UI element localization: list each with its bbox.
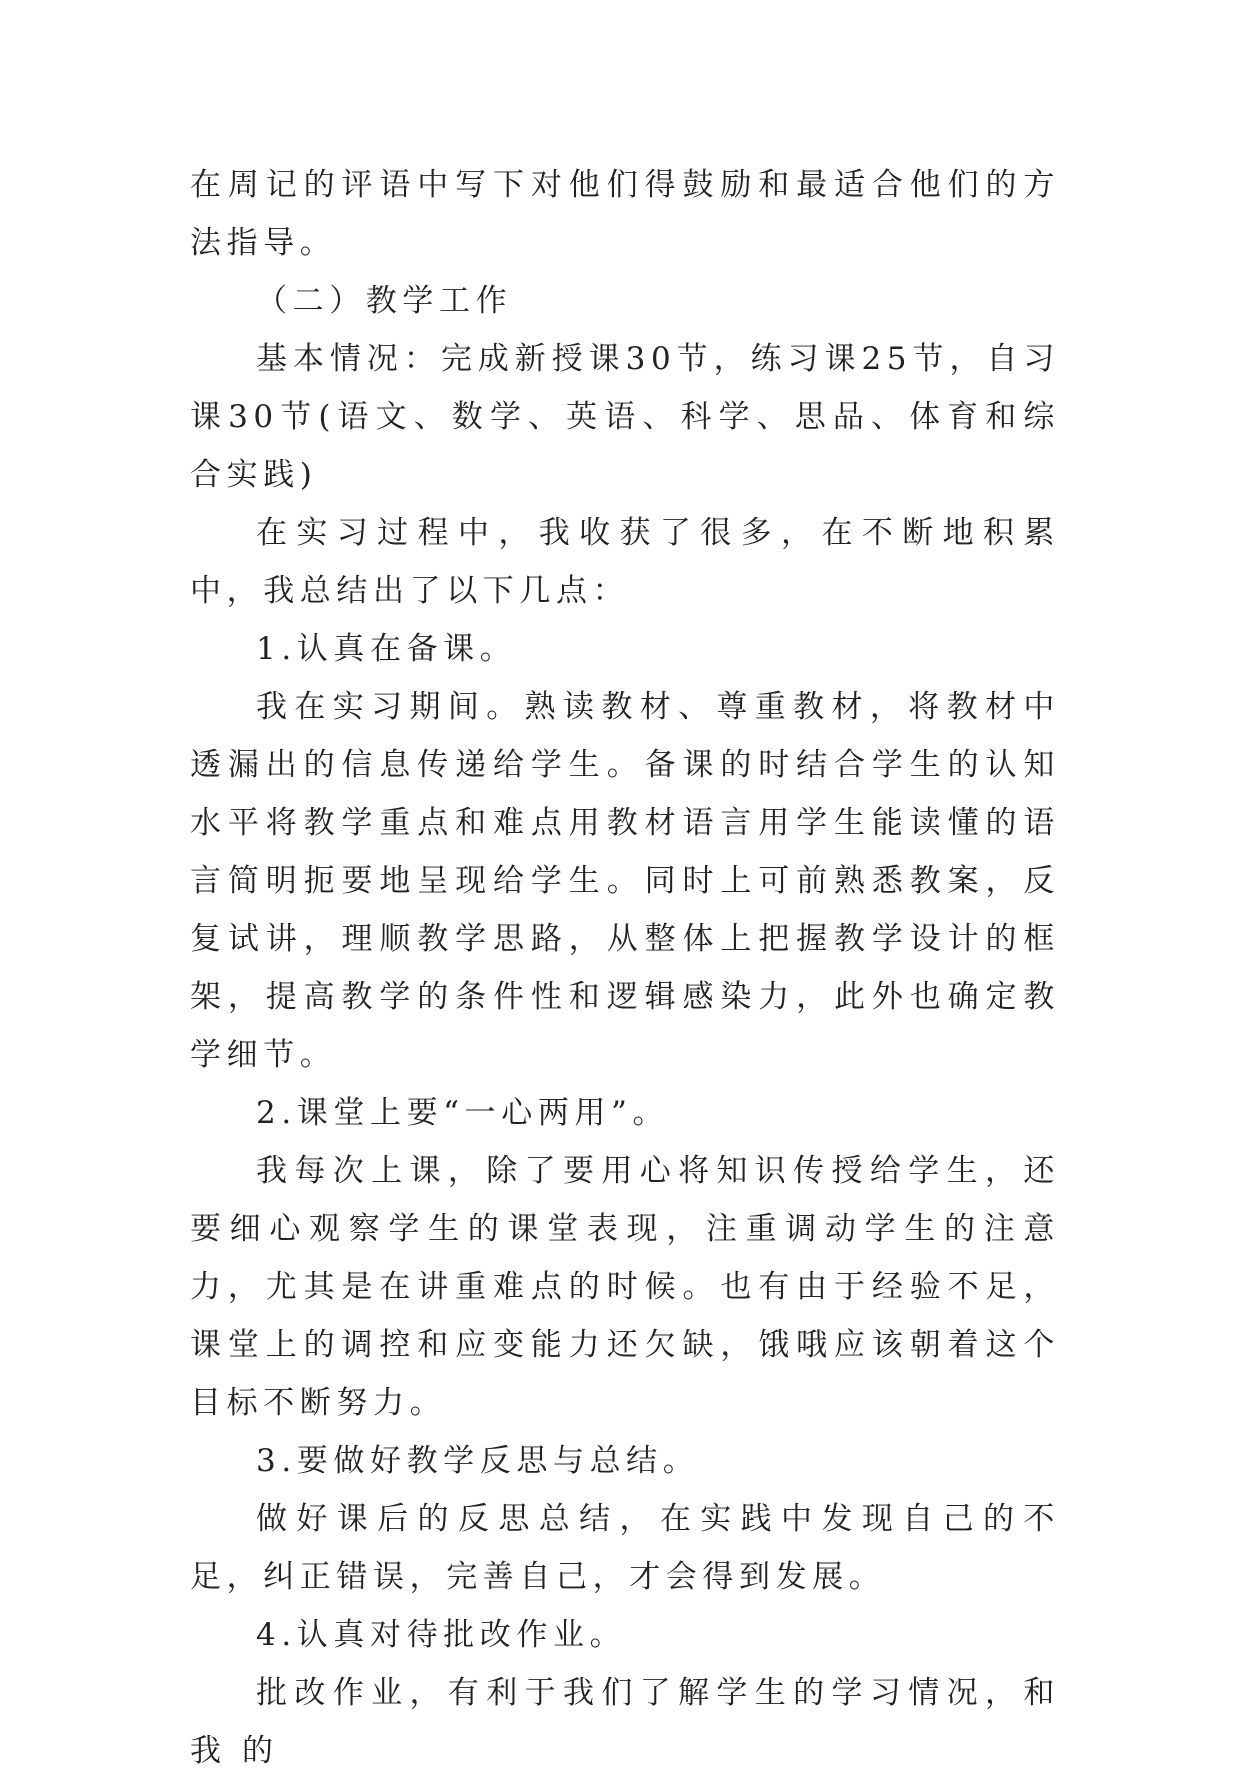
section-heading-teaching-work: （二）教学工作 bbox=[256, 283, 513, 319]
paragraph-lesson-preparation: 我在实习期间。熟读教材、尊重教材，将教材中透漏出的信息传递给学生。备课的时结合学生的认知水平将教学重点和难点用教材语言用学生能读懂的语言简明扼要地呈现给学生。同时上可前熟悉教案，反复试讲，理顺教学思路，从整体上把握教学设计的框架，提高教学的条件性和逻辑感染力，此外也确定教学细节。 bbox=[190, 689, 1060, 1073]
point-heading-4: 4.认真对待批改作业。 bbox=[256, 1617, 627, 1653]
paragraph-homework-correction: 批改作业，有利于我们了解学生的学习情况，和我 的 bbox=[190, 1675, 1060, 1769]
paragraph-basic-situation: 基本情况：完成新授课30节，练习课25节，自习课30节(语文、数学、英语、科学、思品、体育和综合实践) bbox=[190, 341, 1060, 493]
body-text bbox=[190, 156, 1060, 1780]
paragraph-weekly-comment: 在周记的评语中写下对他们得鼓励和最适合他们的方法指导。 bbox=[190, 167, 1060, 261]
paragraph-reflection: 做好课后的反思总结，在实践中发现自己的不足，纠正错误，完善自己，才会得到发展。 bbox=[190, 1501, 1060, 1595]
point-heading-3: 3.要做好教学反思与总结。 bbox=[256, 1443, 700, 1479]
paragraph-classroom-attention: 我每次上课，除了要用心将知识传授给学生，还要细心观察学生的课堂表现，注重调动学生的注意力，尤其是在讲重难点的时候。也有由于经验不足，课堂上的调控和应变能力还欠缺，饿哦应该朝着这个目标不断努力。 bbox=[190, 1153, 1060, 1421]
point-heading-1: 1.认真在备课。 bbox=[256, 631, 517, 667]
paragraph-internship-summary-intro: 在实习过程中，我收获了很多，在不断地积累中，我总结出了以下几点： bbox=[190, 515, 1060, 609]
point-heading-2: 2.课堂上要“一心两用”。 bbox=[256, 1095, 670, 1131]
